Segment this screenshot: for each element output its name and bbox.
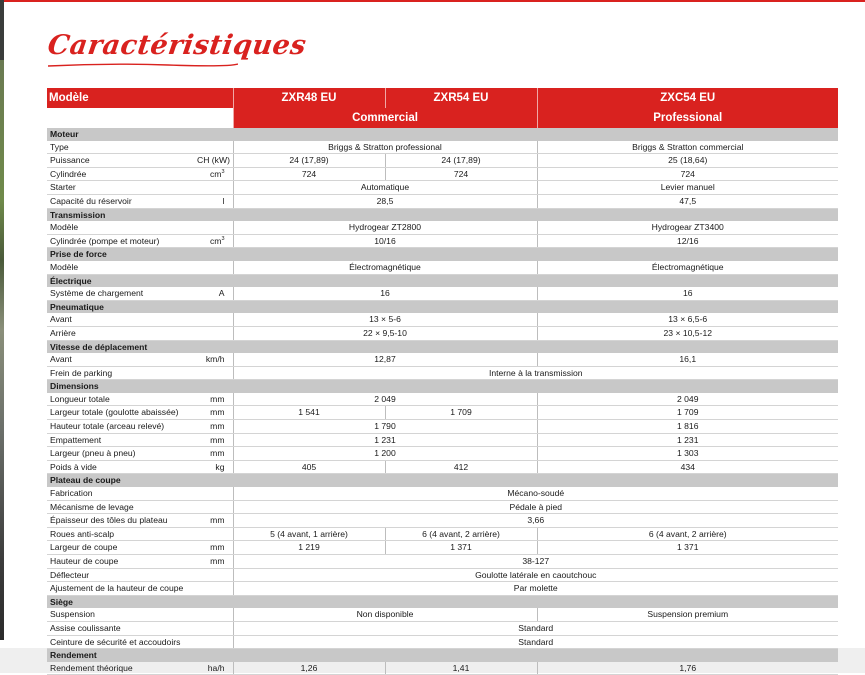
- spec-label: Starter: [47, 181, 195, 195]
- spec-row: [47, 460, 838, 474]
- spec-value: Par molette: [233, 582, 838, 596]
- spec-unit: [195, 167, 233, 181]
- spec-label: Cylindrée: [47, 167, 195, 181]
- spec-value: Automatique: [233, 181, 537, 195]
- section-fill: [233, 380, 838, 393]
- spec-label: Hauteur totale (arceau relevé): [47, 420, 195, 434]
- spec-label: Mécanisme de levage: [47, 500, 195, 514]
- spec-label: Avant: [47, 313, 195, 326]
- section-title: Électrique: [47, 274, 233, 287]
- section-header: [47, 300, 838, 313]
- section-title: Transmission: [47, 208, 233, 221]
- section-title: Moteur: [47, 128, 233, 141]
- spec-label: Fabrication: [47, 487, 195, 500]
- spec-label: Frein de parking: [47, 366, 195, 380]
- top-accent-line: [0, 0, 865, 2]
- spec-value: 1 816: [537, 420, 838, 434]
- title-underline-swash: [48, 62, 238, 68]
- spec-value: Hydrogear ZT3400: [537, 221, 838, 234]
- spec-value: 24 (17,89): [233, 154, 385, 168]
- spec-label: Assise coulissante: [47, 621, 195, 635]
- spec-row: [47, 353, 838, 366]
- section-fill: [233, 274, 838, 287]
- spec-row: [47, 527, 838, 541]
- unit-exponent: 3: [221, 235, 225, 242]
- spec-label: Système de chargement: [47, 287, 195, 300]
- section-title: Vitesse de déplacement: [47, 340, 233, 353]
- spec-row: [47, 313, 838, 326]
- spec-unit: ha/h: [195, 662, 233, 675]
- spec-value: 1 541: [233, 406, 385, 420]
- spec-value: 1,26: [233, 662, 385, 675]
- spec-value: Non disponible: [233, 608, 537, 621]
- spec-value: 1,76: [537, 662, 838, 675]
- spec-row: [47, 582, 838, 596]
- header-spacer: [47, 108, 233, 128]
- spec-value: Goulotte latérale en caoutchouc: [233, 568, 838, 582]
- spec-label: Avant: [47, 353, 195, 366]
- spec-value: Mécano-soudé: [233, 487, 838, 500]
- spec-value: 1 371: [385, 541, 537, 555]
- cover-image-edge: [0, 0, 4, 640]
- spec-value: Levier manuel: [537, 181, 838, 195]
- model-name: ZXC54 EU: [537, 88, 838, 108]
- spec-row: [47, 221, 838, 234]
- spec-unit: [195, 181, 233, 195]
- section-fill: [233, 128, 838, 141]
- spec-row: [47, 420, 838, 434]
- spec-label: Déflecteur: [47, 568, 195, 582]
- section-title: Dimensions: [47, 380, 233, 393]
- spec-value: Suspension premium: [537, 608, 838, 621]
- section-header: [47, 595, 838, 608]
- spec-value: 25 (18,64): [537, 154, 838, 168]
- spec-row: [47, 181, 838, 195]
- spec-label: Capacité du réservoir: [47, 194, 195, 208]
- spec-unit: [195, 221, 233, 234]
- spec-row: [47, 635, 838, 649]
- spec-label: Épaisseur des tôles du plateau: [47, 514, 195, 528]
- spec-label: Modèle: [47, 221, 195, 234]
- section-fill: [233, 340, 838, 353]
- spec-unit: [195, 500, 233, 514]
- spec-value: 6 (4 avant, 2 arrière): [537, 527, 838, 541]
- spec-unit: [195, 527, 233, 541]
- spec-unit: mm: [195, 433, 233, 447]
- spec-value: 28,5: [233, 194, 537, 208]
- unit-exponent: 3: [221, 168, 225, 175]
- spec-unit: A: [195, 287, 233, 300]
- section-header: [47, 208, 838, 221]
- spec-value: 1 790: [233, 420, 537, 434]
- section-header: [47, 649, 838, 662]
- spec-unit: [195, 261, 233, 274]
- spec-value: 1 371: [537, 541, 838, 555]
- spec-unit: km/h: [195, 353, 233, 366]
- spec-unit: mm: [195, 555, 233, 569]
- spec-unit: mm: [195, 420, 233, 434]
- spec-value: 6 (4 avant, 2 arrière): [385, 527, 537, 541]
- spec-value: 12,87: [233, 353, 537, 366]
- spec-value: 13 × 6,5-6: [537, 313, 838, 326]
- spec-row: [47, 326, 838, 340]
- spec-value: 24 (17,89): [385, 154, 537, 168]
- spec-value: 47,5: [537, 194, 838, 208]
- spec-row: [47, 487, 838, 500]
- spec-row: [47, 234, 838, 248]
- spec-value: Électromagnétique: [537, 261, 838, 274]
- spec-value: Standard: [233, 635, 838, 649]
- spec-label: Poids à vide: [47, 460, 195, 474]
- spec-unit: [195, 568, 233, 582]
- spec-label: Longueur totale: [47, 393, 195, 406]
- spec-value: Briggs & Stratton professional: [233, 141, 537, 154]
- range-name: Professional: [537, 108, 838, 128]
- spec-row: [47, 621, 838, 635]
- spec-value: 724: [385, 167, 537, 181]
- section-fill: [233, 248, 838, 261]
- spec-label: Roues anti-scalp: [47, 527, 195, 541]
- spec-unit: [195, 582, 233, 596]
- spec-unit: [195, 487, 233, 500]
- spec-value: 16: [233, 287, 537, 300]
- spec-row: [47, 500, 838, 514]
- spec-unit: mm: [195, 406, 233, 420]
- spec-label: Puissance: [47, 154, 195, 168]
- spec-row: [47, 393, 838, 406]
- page-title: Caractéristiques: [45, 30, 309, 61]
- section-title: Pneumatique: [47, 300, 233, 313]
- spec-row: [47, 447, 838, 461]
- spec-value: 2 049: [537, 393, 838, 406]
- model-name: ZXR54 EU: [385, 88, 537, 108]
- spec-value: 1 303: [537, 447, 838, 461]
- section-header: [47, 474, 838, 487]
- spec-label: Largeur totale (goulotte abaissée): [47, 406, 195, 420]
- spec-table: [47, 88, 838, 675]
- spec-value: 16,1: [537, 353, 838, 366]
- spec-label: Type: [47, 141, 195, 154]
- spec-value: 23 × 10,5-12: [537, 326, 838, 340]
- spec-row: [47, 555, 838, 569]
- spec-value: 1 231: [233, 433, 537, 447]
- spec-value: 13 × 5-6: [233, 313, 537, 326]
- spec-value: 724: [233, 167, 385, 181]
- spec-row: [47, 194, 838, 208]
- section-fill: [233, 300, 838, 313]
- spec-value: 434: [537, 460, 838, 474]
- spec-unit: mm: [195, 514, 233, 528]
- spec-unit: [195, 313, 233, 326]
- spec-row: [47, 406, 838, 420]
- model-label: Modèle: [47, 88, 233, 108]
- spec-value: 16: [537, 287, 838, 300]
- spec-value: 22 × 9,5-10: [233, 326, 537, 340]
- spec-value: 12/16: [537, 234, 838, 248]
- model-name: ZXR48 EU: [233, 88, 385, 108]
- spec-value: 10/16: [233, 234, 537, 248]
- range-name: Commercial: [233, 108, 537, 128]
- spec-unit: [195, 608, 233, 621]
- section-header: [47, 380, 838, 393]
- header-models-row: [47, 88, 838, 108]
- spec-label: Cylindrée (pompe et moteur): [47, 234, 195, 248]
- spec-value: 724: [537, 167, 838, 181]
- spec-label: Rendement théorique: [47, 662, 195, 675]
- spec-row: [47, 541, 838, 555]
- spec-value: 3,66: [233, 514, 838, 528]
- section-fill: [233, 208, 838, 221]
- spec-unit: mm: [195, 393, 233, 406]
- spec-unit: [195, 635, 233, 649]
- spec-row: [47, 514, 838, 528]
- section-fill: [233, 474, 838, 487]
- spec-row: [47, 568, 838, 582]
- spec-label: Largeur de coupe: [47, 541, 195, 555]
- spec-value: 1 200: [233, 447, 537, 461]
- spec-value: Interne à la transmission: [233, 366, 838, 380]
- spec-unit: [195, 621, 233, 635]
- spec-row: [47, 366, 838, 380]
- spec-value: 38-127: [233, 555, 838, 569]
- spec-unit: [195, 234, 233, 248]
- section-title: Rendement: [47, 649, 233, 662]
- spec-unit: [195, 141, 233, 154]
- spec-label: Ajustement de la hauteur de coupe: [47, 582, 195, 596]
- section-header: [47, 248, 838, 261]
- section-header: [47, 274, 838, 287]
- header-range-row: [47, 108, 838, 128]
- spec-row: [47, 287, 838, 300]
- spec-value: 5 (4 avant, 1 arrière): [233, 527, 385, 541]
- spec-value: Hydrogear ZT2800: [233, 221, 537, 234]
- spec-label: Suspension: [47, 608, 195, 621]
- spec-value: 1,41: [385, 662, 537, 675]
- spec-value: 1 709: [537, 406, 838, 420]
- spec-unit: [195, 326, 233, 340]
- section-title: Prise de force: [47, 248, 233, 261]
- section-header: [47, 128, 838, 141]
- spec-unit: mm: [195, 541, 233, 555]
- spec-value: 2 049: [233, 393, 537, 406]
- spec-value: Standard: [233, 621, 838, 635]
- spec-row: [47, 261, 838, 274]
- spec-row: [47, 154, 838, 168]
- section-fill: [233, 649, 838, 662]
- spec-value: 412: [385, 460, 537, 474]
- spec-unit: [195, 366, 233, 380]
- spec-row: [47, 433, 838, 447]
- spec-value: 1 709: [385, 406, 537, 420]
- spec-label: Empattement: [47, 433, 195, 447]
- spec-label: Arrière: [47, 326, 195, 340]
- section-header: [47, 340, 838, 353]
- spec-value: 1 231: [537, 433, 838, 447]
- spec-value: 1 219: [233, 541, 385, 555]
- spec-value: 405: [233, 460, 385, 474]
- spec-row: [47, 167, 838, 181]
- spec-value: Pédale à pied: [233, 500, 838, 514]
- unit-base: cm: [209, 168, 222, 179]
- section-title: Siège: [47, 595, 233, 608]
- spec-value: Électromagnétique: [233, 261, 537, 274]
- spec-row: [47, 141, 838, 154]
- spec-label: Ceinture de sécurité et accoudoirs: [47, 635, 195, 649]
- spec-value: Briggs & Stratton commercial: [537, 141, 838, 154]
- spec-label: Largeur (pneu à pneu): [47, 447, 195, 461]
- spec-label: Modèle: [47, 261, 195, 274]
- unit-base: cm: [209, 235, 222, 246]
- spec-label: Hauteur de coupe: [47, 555, 195, 569]
- section-fill: [233, 595, 838, 608]
- spec-unit: CH (kW): [195, 154, 233, 168]
- section-title: Plateau de coupe: [47, 474, 233, 487]
- spec-unit: mm: [195, 447, 233, 461]
- spec-unit: kg: [195, 460, 233, 474]
- spec-unit: l: [195, 194, 233, 208]
- spec-row: [47, 608, 838, 621]
